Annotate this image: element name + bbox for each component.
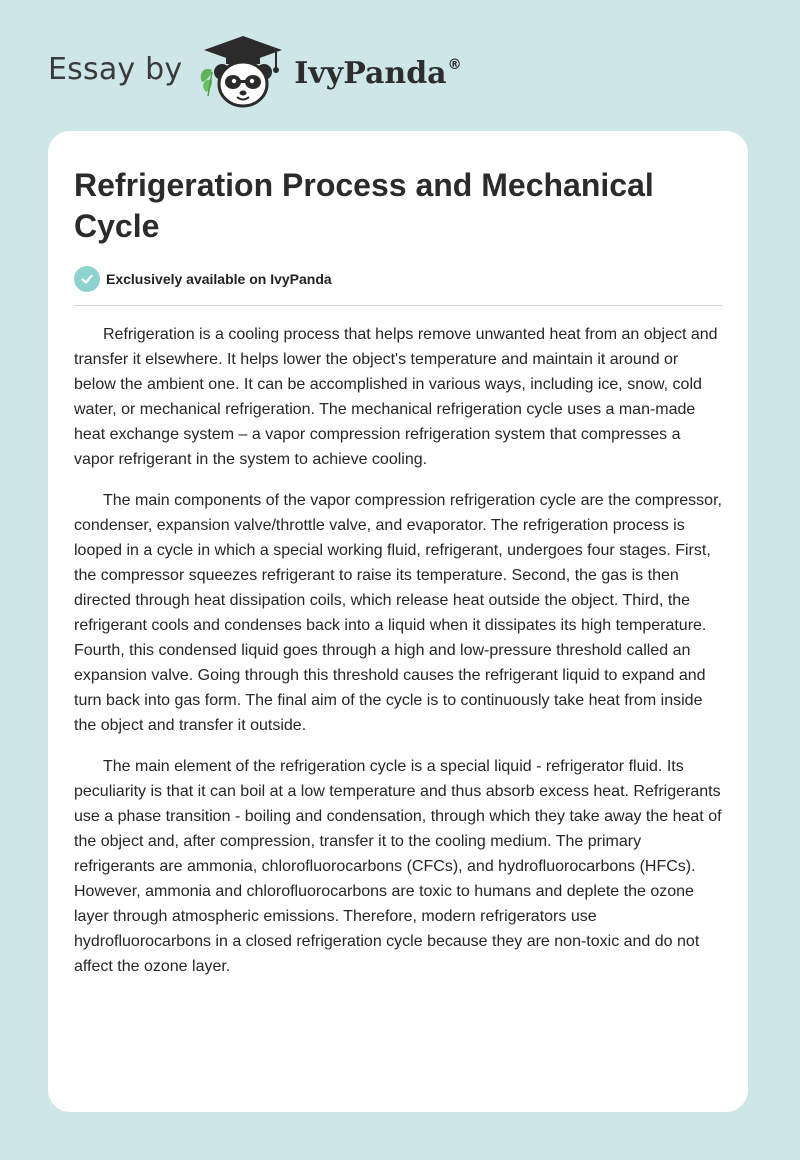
- check-icon: [74, 266, 100, 292]
- divider: [74, 305, 722, 306]
- registered-mark: ®: [447, 56, 462, 73]
- page-title: Refrigeration Process and Mechanical Cycle: [74, 167, 654, 244]
- paragraph: The main components of the vapor compression refrigeration cycle are the compressor, condenser, expansion valve/throttle valve, and evaporator. The refrigeration process is looped in a cycle in which a special working fluid, refrigerant, undergoes four stages. First, the compressor squeezes refrigerant to raise its temperature. Second, the gas is then directed through heat dissipation coils, which release heat outside the object. Third, the refrigerant cools and condenses back into a liquid when it dissipates its high temperature. Fourth, this condensed liquid goes through a high and low-pressure threshold called an expansion valve. Going through this threshold causes the refrigerant liquid to expand and turn back into gas form. The final aim of the cycle is to continuously take heat from inside the object and transfer it outside.: [74, 492, 722, 734]
- panda-graduate-icon[interactable]: [196, 34, 290, 110]
- essay-card: [48, 131, 748, 1112]
- exclusive-badge: [74, 265, 722, 293]
- essay-by-label: Essay by: [48, 51, 183, 87]
- badge-label: Exclusively available on IvyPanda: [106, 271, 332, 287]
- brand-name[interactable]: IvyPanda®: [294, 55, 462, 91]
- paragraph: Refrigeration is a cooling process that helps remove unwanted heat from an object and transfer it elsewhere. It helps lower the object's temperature and maintain it around or below the ambient one. It can be accomplished in various ways, including ice, snow, cold water, or mechanical refrigeration. The mechanical refrigeration cycle uses a man-made heat exchange system – a vapor compression refrigeration system that compresses a vapor refrigerant in the system to achieve cooling.: [74, 326, 718, 468]
- essay-body: [74, 322, 722, 979]
- paragraph: The main element of the refrigeration cycle is a special liquid - refrigerator fluid. Its peculiarity is that it can boil at a low temperature and thus absorb excess heat. Refrigerants use a phase transition - boiling and condensation, through which they take away the heat of the object and, after compression, transfer it to the cooling medium. The primary refrigerants are ammonia, chlorofluorocarbons (CFCs), and hydrofluorocarbons (HFCs). However, ammonia and chlorofluorocarbons are toxic to humans and deplete the ozone layer through atmospheric emissions. Therefore, modern refrigerators use hydrofluorocarbons in a closed refrigeration cycle because they are non-toxic and do not affect the ozone layer.: [74, 758, 722, 975]
- site-header: [48, 34, 508, 110]
